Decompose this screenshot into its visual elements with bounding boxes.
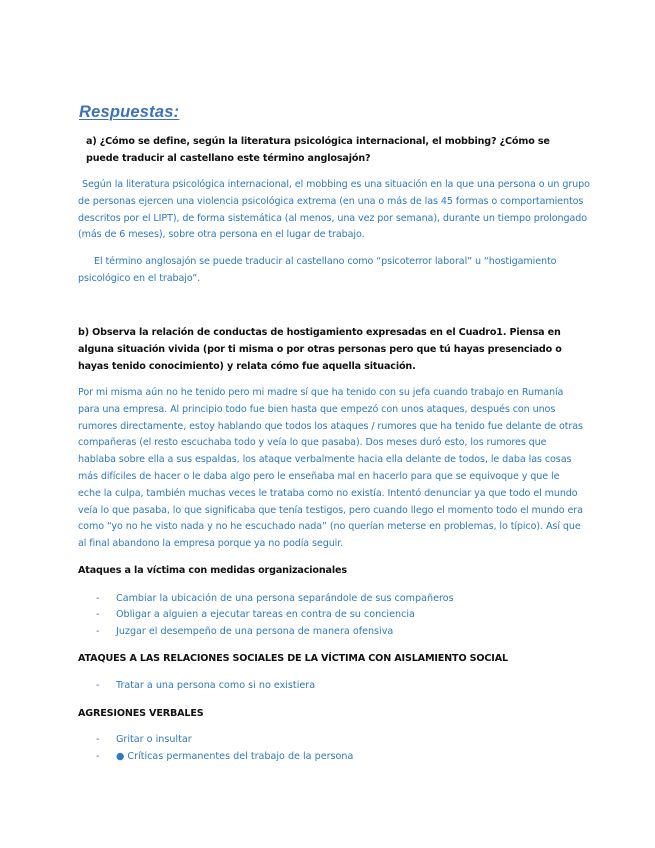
question-a: a) ¿Cómo se define, según la literatura psicológica internacional, el mobbing? ¿Cómo se puede traducir al castellano este término anglosajón?: [86, 136, 550, 164]
list-item-text: Obligar a alguien a ejecutar tareas en contra de su conciencia: [116, 609, 415, 620]
list-item-text: Tratar a una persona como si no existiera: [116, 680, 316, 691]
section-title-social-isolation: ATAQUES A LAS RELACIONES SOCIALES DE LA VÍCTIMA CON AISLAMIENTO SOCIAL: [78, 653, 508, 664]
page-heading: Respuestas:: [79, 103, 180, 121]
bullet-dash: -: [96, 680, 100, 691]
answer-a-paragraph-1: Según la literatura psicológica internacional, el mobbing es una situación en la que una persona o un grupo de personas ejercen una violencia psicológica extrema (en una o más de las 45 formas o comportamientos descritos por el LIPT), de forma sistemática (al menos, una vez por semana), durante un tiempo prolongado (más de 6 meses), sobre otra persona en el lugar de trabajo.: [78, 179, 590, 241]
answer-a-paragraph-2: El término anglosajón se puede traducir al castellano como “psicoterror laboral” u “hostigamiento psicológico en el trabajo”.: [78, 256, 557, 284]
list-item-text: Gritar o insultar: [116, 734, 192, 745]
section-title-organizational: Ataques a la víctima con medidas organizacionales: [78, 565, 347, 576]
question-b: b) Observa la relación de conductas de hostigamiento expresadas en el Cuadro1. Piensa en alguna situación vivida (por ti misma o por otras personas pero que tú hayas presenciado o hayas tenido conocimiento) y relata cómo fue aquella situación.: [78, 327, 562, 372]
bullet-dash: -: [96, 609, 100, 620]
bullet-dash: -: [96, 626, 100, 637]
list-item-text: ● Críticas permanentes del trabajo de la persona: [116, 751, 354, 762]
list-item-text: Juzgar el desempeño de una persona de manera ofensiva: [116, 626, 394, 637]
bullet-dash: -: [96, 751, 100, 762]
bullet-dash: -: [96, 734, 100, 745]
section-title-verbal-aggression: AGRESIONES VERBALES: [78, 708, 204, 719]
bullet-dash: -: [96, 593, 100, 604]
answer-b-paragraph: Por mi misma aún no he tenido pero mi madre sí que ha tenido con su jefa cuando trabajo en Rumanía para una empresa. Al principio todo fue bien hasta que empezó con unos ataques, después con unos rumores directamente, estoy hablando que todos los ataques / rumores que ha tenido fue delante de otras compañeras (el resto escuchaba todo y veía lo que pasaba). Dos meses duró esto, los rumores que hablaba sobre ella a sus espaldas, los ataque verbalmente hacia ella delante de todos, le daba las cosas más difíciles de hacer o le daba algo pero le enseñaba mal en hacerlo para que se equivoque y que le eche la culpa, también muchas veces le trataba como no existía. Intentó denunciar ya que todo el mundo veía lo que pasaba, lo que significaba que tenía testigos, pero cuando llego el momento todo el mundo era como “yo no he visto nada y no he escuchado nada” (no querían meterse en problemas, lo típico). Así que al final abandono la empresa porque ya no podía seguir.: [78, 387, 583, 550]
list-item-text: Cambiar la ubicación de una persona separándole de sus compañeros: [116, 593, 454, 604]
